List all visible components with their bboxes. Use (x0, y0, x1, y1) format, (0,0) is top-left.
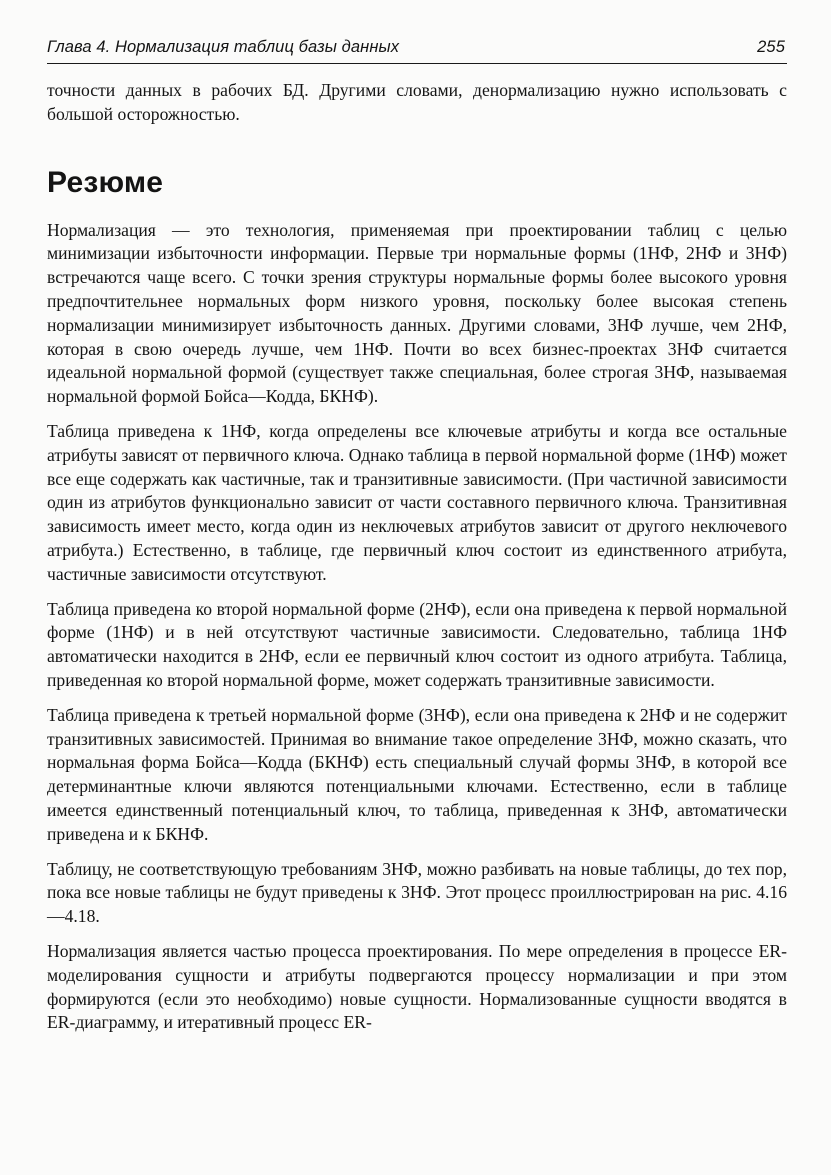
body-paragraph: Нормализация является частью процесса проектирования. По мере определения в процессе ER-моделирования сущности и атрибуты подвергаются процессу нормализации и при этом формируются (если это необходимо) новые сущности. Нормализованные сущности вводятся в ER-диаграмму, и итеративный процесс ER- (47, 940, 787, 1033)
body-paragraph: Нормализация — это технология, применяемая при проектировании таблиц с целью минимизации избыточности информации. Первые три нормальные формы (1НФ, 2НФ и 3НФ) встречаются чаще всего. С точки зрения структуры нормальные формы более высокого уровня предпочтительнее нормальных форм низкого уровня, поскольку более высокая степень нормализации минимизирует избыточность данных. Другими словами, 3НФ лучше, чем 2НФ, которая в свою очередь лучше, чем 1НФ. Почти во всех бизнес-проектах 3НФ считается идеальной нормальной формой (существует также специальная, более строгая 3НФ, называемая нормальной формой Бойса—Кодда, БКНФ). (47, 219, 787, 407)
body-paragraph: Таблица приведена к третьей нормальной форме (3НФ), если она приведена к 2НФ и не содержит транзитивных зависимостей. Принимая во внимание такое определение 3НФ, можно сказать, что нормальная форма Бойса—Кодда (БКНФ) есть специальный случай формы 3НФ, в которой все детерминантные ключи являются потенциальными ключами. Естественно, если в таблице имеется единственный потенциальный ключ, то таблица, приведенная к 3НФ, автоматически приведена и к БКНФ. (47, 704, 787, 844)
section-heading: Резюме (47, 165, 164, 199)
body-paragraph: Таблицу, не соответствующую требованиям 3НФ, можно разбивать на новые таблицы, до тех пор, пока все новые таблицы не будут приведены к 3НФ. Этот процесс проиллюстрирован на рис. 4.16—4.18. (47, 858, 787, 927)
page-number: 255 (757, 38, 785, 56)
book-page (47, 38, 787, 1035)
body-paragraph: Таблица приведена ко второй нормальной форме (2НФ), если она приведена к первой нормальной форме (1НФ) и в ней отсутствуют частичные зависимости. Следовательно, таблица 1НФ автоматически находится в 2НФ, если ее первичный ключ состоит из одного атрибута. Таблица, приведенная ко второй нормальной форме, может содержать транзитивные зависимости. (47, 598, 787, 690)
running-header (47, 38, 787, 64)
lead-paragraph: точности данных в рабочих БД. Другими словами, денормализацию нужно использовать с большой осторожностью. (47, 80, 787, 124)
chapter-title: Глава 4. Нормализация таблиц базы данных (47, 38, 400, 56)
body-paragraph: Таблица приведена к 1НФ, когда определены все ключевые атрибуты и когда все остальные атрибуты зависят от первичного ключа. Однако таблица в первой нормальной форме (1НФ) может все еще содержать как частичные, так и транзитивные зависимости. (При частичной зависимости один из атрибутов функционально зависит от части составного первичного ключа. Транзитивная зависимость имеет место, когда один из неключевых атрибутов зависит от другого неключевого атрибута.) Естественно, в таблице, где первичный ключ состоит из единственного атрибута, частичные зависимости отсутствуют. (47, 420, 787, 584)
